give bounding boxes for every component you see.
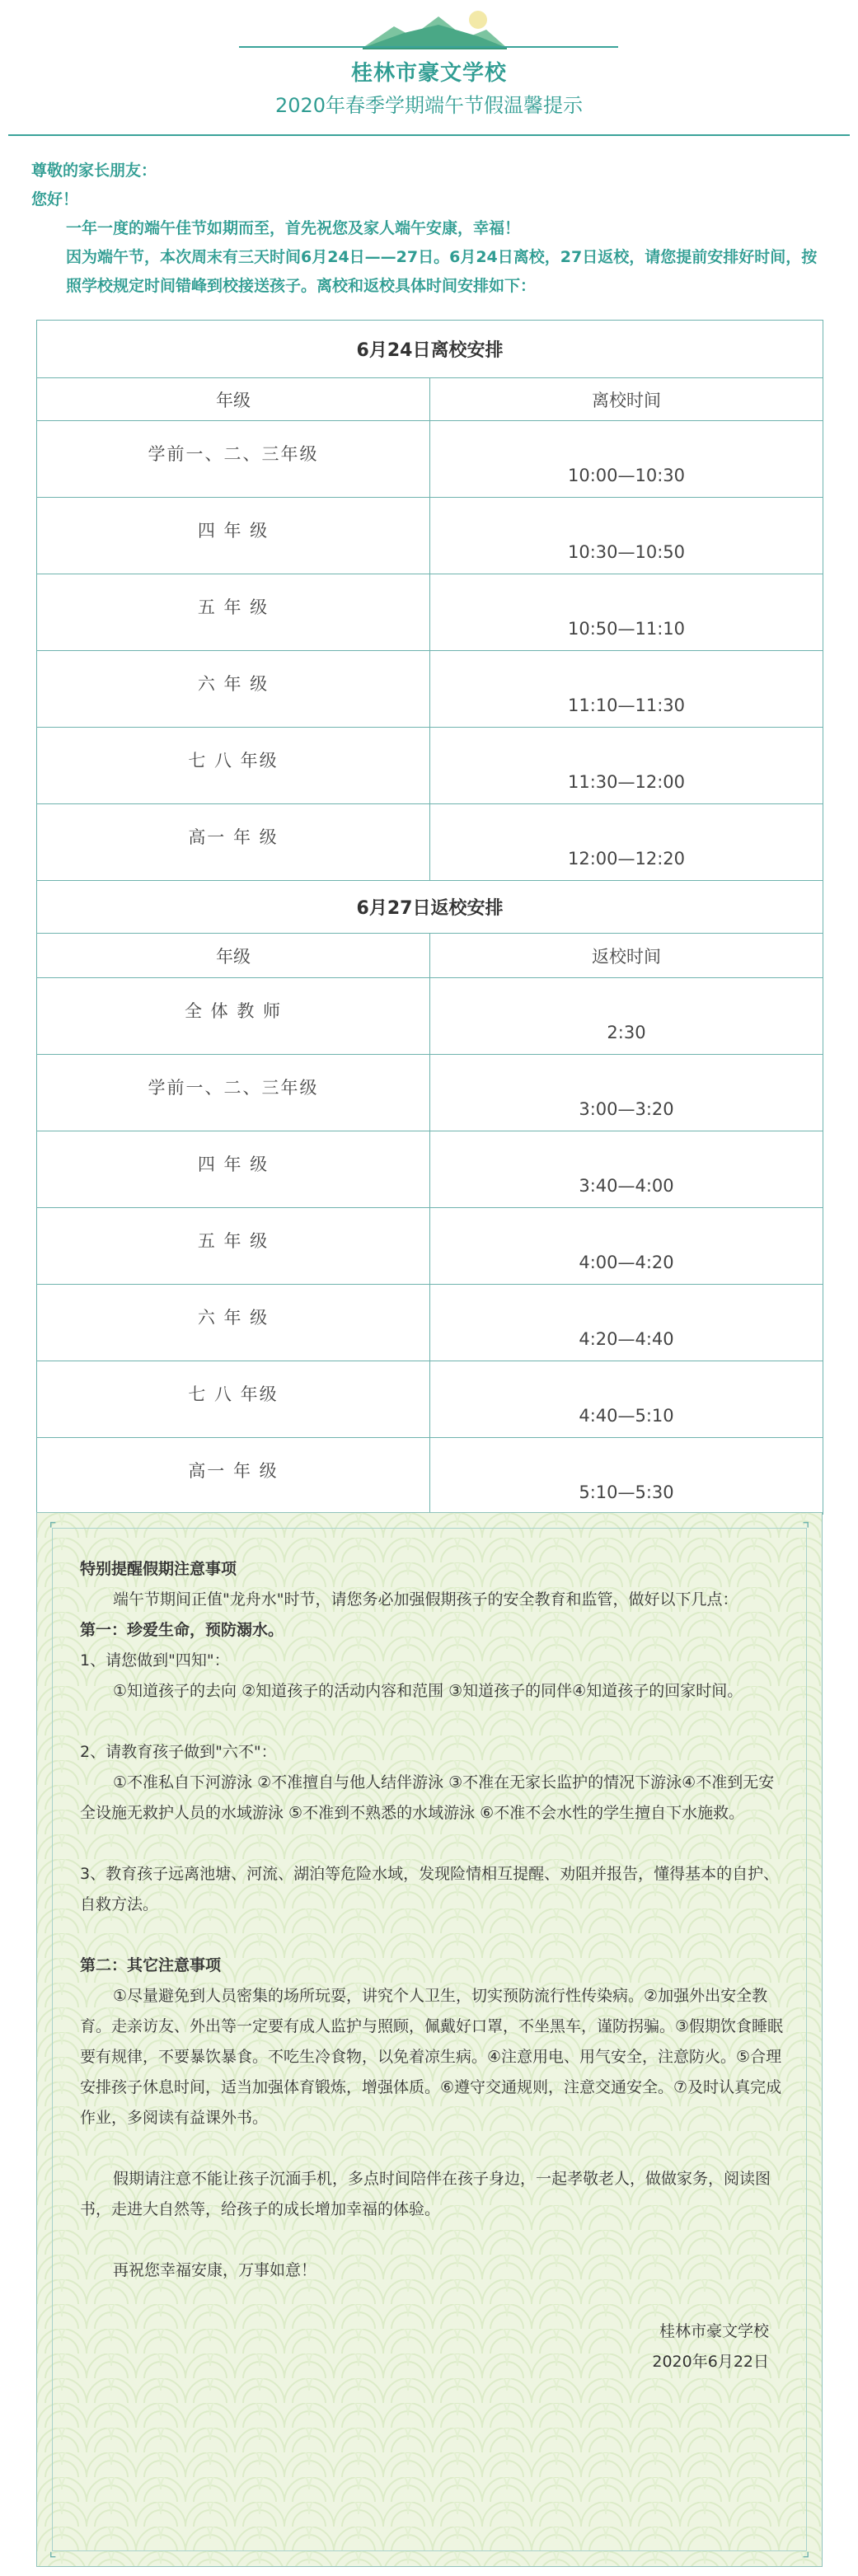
notice-lead: 端午节期间正值"龙舟水"时节，请您务必加强假期孩子的安全教育和监管，做好以下几点： [113, 1590, 738, 1609]
notice-heading: 特别提醒假期注意事项 [80, 1560, 237, 1578]
page-header [0, 0, 858, 144]
table-cell-time: 11:30—12:00 [430, 728, 823, 804]
table-cell-time: 3:40—4:00 [430, 1131, 823, 1208]
table-cell-time: 5:10—5:30 [430, 1438, 823, 1515]
return-col-grade: 年级 [37, 934, 430, 978]
table-cell-time: 12:00—12:20 [430, 804, 823, 881]
corner-ornament-icon: ⌜ [49, 1519, 57, 1539]
notice-title: 2020年春季学期端午节假温馨提示 [274, 94, 584, 117]
table-cell-time: 3:00—3:20 [430, 1055, 823, 1131]
table-cell-grade: 五 年 级 [37, 574, 430, 651]
closing-paragraph: 假期请注意不能让孩子沉湎手机，多点时间陪伴在孩子身边，一起孝敬老人，做做家务，阅读图书，走进大自然等，给孩子的成长增加幸福的体验。 [80, 2170, 771, 2218]
part1-title: 第一：珍爱生命，预防溺水。 [80, 1621, 284, 1639]
table-cell-grade: 四 年 级 [37, 498, 430, 574]
table-cell-grade: 七 八 年级 [37, 1361, 430, 1438]
signature: 桂林市豪文学校 [659, 2322, 769, 2340]
blessing: 再祝您幸福安康，万事如意！ [113, 2261, 317, 2279]
table-cell-time: 11:10—11:30 [430, 651, 823, 728]
table-cell-time: 10:30—10:50 [430, 498, 823, 574]
notice-content [80, 1554, 785, 2377]
part1-item2: 2、请教育孩子做到"六不"： [80, 1743, 277, 1761]
table-cell-grade: 七 八 年级 [37, 728, 430, 804]
table-cell-grade: 全 体 教 师 [37, 978, 430, 1055]
return-col-time: 返校时间 [430, 934, 823, 978]
greeting: 尊敬的家长朋友： [31, 162, 157, 180]
corner-ornament-icon: ⌟ [802, 2541, 810, 2560]
mountain-logo-icon [363, 8, 507, 49]
return-schedule-table [36, 880, 823, 1515]
table-cell-grade: 五 年 级 [37, 1208, 430, 1285]
part1-item3: 3、教育孩子远离池塘、河流、湖泊等危险水域，发现险情相互提醒、劝阻并报告，懂得基本的自护、自救方法。 [80, 1865, 780, 1913]
leave-table-title: 6月24日离校安排 [37, 321, 823, 378]
notice-date: 2020年6月22日 [652, 2353, 769, 2371]
table-cell-time: 4:40—5:10 [430, 1361, 823, 1438]
leave-col-time: 离校时间 [430, 378, 823, 421]
part1-item2-body: ①不准私自下河游泳 ②不准擅自与他人结伴游泳 ③不准在无家长监护的情况下游泳④不准到无安全设施无救护人员的水域游泳 ⑤不准到不熟悉的水域游泳 ⑥不准不会水性的学生擅自下水施救。 [80, 1773, 775, 1822]
table-cell-time: 10:50—11:10 [430, 574, 823, 651]
table-cell-grade: 学前一、二、三年级 [37, 1055, 430, 1131]
holiday-wish: 一年一度的端午佳节如期而至，首先祝您及家人端午安康，幸福！ [66, 219, 521, 237]
table-cell-grade: 六 年 级 [37, 1285, 430, 1361]
school-name: 桂林市豪文学校 [350, 61, 507, 86]
safety-notice-box [36, 1512, 823, 2567]
table-cell-grade: 六 年 级 [37, 651, 430, 728]
hello: 您好！ [31, 190, 79, 208]
corner-ornament-icon: ⌞ [49, 2541, 57, 2560]
part2-title: 第二：其它注意事项 [80, 1956, 222, 1974]
intro-section [31, 157, 831, 301]
table-cell-grade: 高一 年 级 [37, 1438, 430, 1515]
table-cell-time: 10:00—10:30 [430, 421, 823, 498]
intro-body: 因为端午节，本次周末有三天时间6月24日——27日。6月24日离校，27日返校，请您提前安排好时间，按照学校规定时间错峰到校接送孩子。离校和返校具体时间安排如下： [66, 248, 818, 295]
return-table-title: 6月27日返校安排 [37, 881, 823, 934]
table-cell-time: 4:20—4:40 [430, 1285, 823, 1361]
table-cell-time: 4:00—4:20 [430, 1208, 823, 1285]
table-cell-grade: 学前一、二、三年级 [37, 421, 430, 498]
header-rule-bottom [8, 134, 850, 136]
part1-item1: 1、请您做到"四知"： [80, 1651, 230, 1670]
table-cell-time: 2:30 [430, 978, 823, 1055]
part2-body: ①尽量避免到人员密集的场所玩耍，讲究个人卫生，切实预防流行性传染病。②加强外出安全教育。走亲访友、外出等一定要有成人监护与照顾，佩戴好口罩，不坐黑车，谨防拐骗。③假期饮食睡眠要有规律，不要暴饮暴食。不吃生冷食物，以免着凉生病。④注意用电、用气安全，注意防火。⑤合理安排孩子休息时间，适当加强体育锻炼，增强体质。⑥遵守交通规则，注意交通安全。⑦及时认真完成作业，多阅读有益课外书。 [80, 1987, 784, 2127]
leave-col-grade: 年级 [37, 378, 430, 421]
corner-ornament-icon: ⌝ [802, 1519, 810, 1539]
part1-item1-body: ①知道孩子的去向 ②知道孩子的活动内容和范围 ③知道孩子的同伴④知道孩子的回家时间。 [113, 1682, 743, 1700]
header-rule-top [239, 46, 618, 48]
table-cell-grade: 四 年 级 [37, 1131, 430, 1208]
table-cell-grade: 高一 年 级 [37, 804, 430, 881]
leave-schedule-table [36, 320, 823, 881]
